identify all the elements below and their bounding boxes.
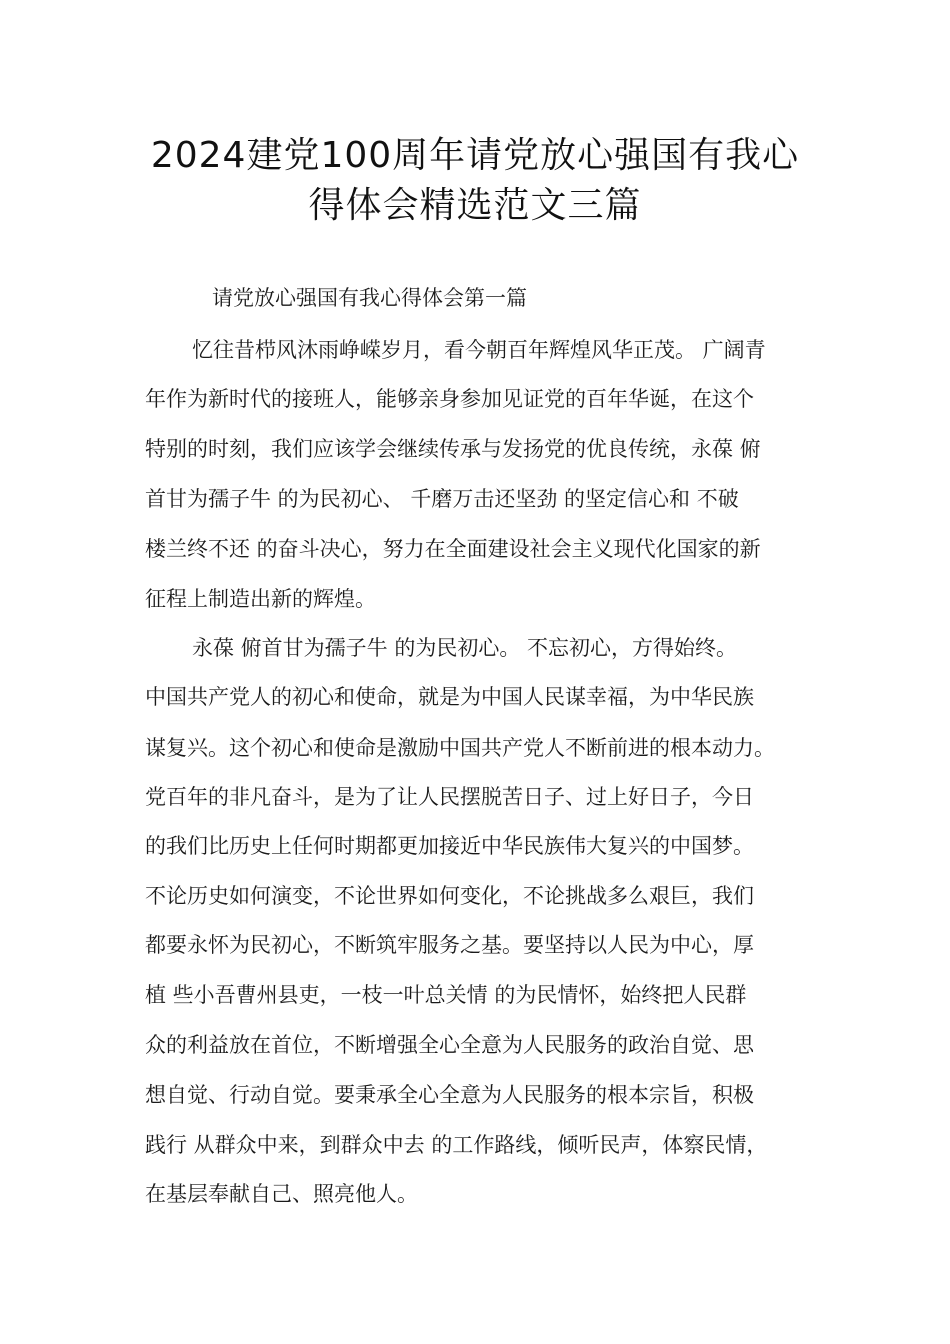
paragraph-line: 众的利益放在首位，不断增强全心全意为人民服务的政治自觉、思 [145,1033,754,1057]
document-title-line-1: 2024建党100周年请党放心强国有我心 [150,135,800,176]
paragraph-line: 的我们比历史上任何时期都更加接近中华民族伟大复兴的中国梦。 [145,834,754,858]
document-title-line-2: 得体会精选范文三篇 [308,185,642,226]
paragraph-line: 践行 从群众中来，到群众中去 的工作路线，倾听民声，体察民情， [145,1133,768,1157]
paragraph-line: 忆往昔栉风沐雨峥嵘岁月，看今朝百年辉煌风华正茂。 广阔青 [192,338,766,362]
paragraph-line: 楼兰终不还 的奋斗决心，努力在全面建设社会主义现代化国家的新 [145,537,761,561]
paragraph-line: 征程上制造出新的辉煌。 [145,587,376,611]
paragraph-line: 不论历史如何演变，不论世界如何变化，不论挑战多么艰巨，我们 [145,884,754,908]
paragraph-line: 党百年的非凡奋斗，是为了让人民摆脱苦日子、过上好日子，今日 [145,785,754,809]
paragraph-line: 谋复兴。这个初心和使命是激励中国共产党人不断前进的根本动力。 [145,736,775,760]
paragraph-line: 中国共产党人的初心和使命，就是为中国人民谋幸福，为中华民族 [145,685,754,709]
paragraph-line: 年作为新时代的接班人，能够亲身参加见证党的百年华诞，在这个 [145,387,754,411]
paragraph-line: 想自觉、行动自觉。要秉承全心全意为人民服务的根本宗旨，积极 [145,1083,754,1107]
paragraph-line: 首甘为孺子牛 的为民初心、 千磨万击还坚劲 的坚定信心和 不破 [145,487,739,511]
paragraph-line: 特别的时刻，我们应该学会继续传承与发扬党的优良传统，永葆 俯 [145,437,761,461]
paragraph-line: 植 些小吾曹州县吏，一枝一叶总关情 的为民情怀，始终把人民群 [145,983,747,1007]
paragraph-line: 都要永怀为民初心，不断筑牢服务之基。要坚持以人民为中心，厚 [145,933,754,957]
section-subheading: 请党放心强国有我心得体会第一篇 [212,286,527,310]
paragraph-line: 永葆 俯首甘为孺子牛 的为民初心。 不忘初心，方得始终。 [192,636,738,660]
paragraph-line: 在基层奉献自己、照亮他人。 [145,1182,418,1206]
